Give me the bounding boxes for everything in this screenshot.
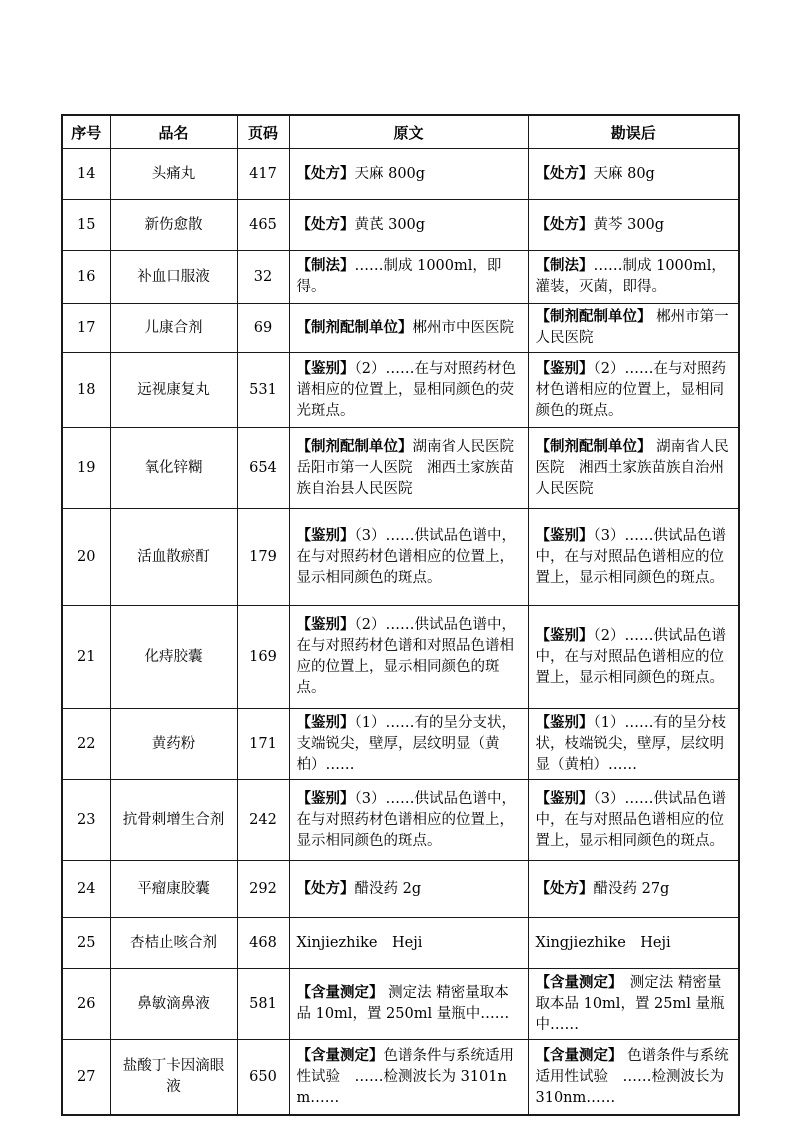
header-row: [62, 115, 739, 149]
section-label: 【鉴别】: [296, 790, 355, 807]
section-label: 【鉴别】: [535, 790, 594, 807]
cell-name: 化痔胶囊: [110, 606, 237, 709]
cell-name: 头痛丸: [110, 149, 237, 200]
section-label: 【处方】: [296, 165, 355, 182]
cell-name: 抗骨刺增生合剂: [110, 780, 237, 861]
cell-corrected: 【制剂配制单位】 郴州市第一人民医院: [528, 304, 739, 353]
cell-original: 【鉴别】（2）……供试品色谱中，在与对照药材色谱和对照品色谱相应的位置上，显示相同颜色的斑点。: [289, 606, 528, 709]
cell-name: 鼻敏滴鼻液: [110, 969, 237, 1040]
table-row: [62, 918, 739, 969]
cell-name: 氧化锌糊: [110, 428, 237, 509]
cell-page: 171: [237, 709, 289, 780]
section-label: 【制剂配制单位】: [535, 309, 652, 325]
cell-name: 活血散瘀酊: [110, 509, 237, 606]
cell-original: 【鉴别】（3）……供试品色谱中，在与对照药材色谱相应的位置上，显示相同颜色的斑点。: [289, 780, 528, 861]
table-row: [62, 304, 739, 353]
section-label: 【含量测定】: [296, 1047, 384, 1064]
section-label: 【处方】: [296, 216, 355, 233]
section-label: 【鉴别】: [296, 617, 355, 633]
col-header-name: 品名: [110, 115, 237, 149]
cell-no: 25: [62, 918, 110, 969]
section-label: 【鉴别】: [296, 527, 355, 544]
cell-corrected: 【制法】……制成 1000ml，灌装，灭菌，即得。: [528, 251, 739, 304]
col-header-original: 原文: [289, 115, 528, 149]
table-row: [62, 709, 739, 780]
cell-corrected: 【鉴别】（2）……在与对照药材色谱相应的位置上，显相同颜色的斑点。: [528, 353, 739, 428]
cell-original: 【处方】醋没药 2g: [289, 861, 528, 918]
section-label: 【含量测定】: [535, 1047, 623, 1064]
table-row: [62, 428, 739, 509]
cell-no: 22: [62, 709, 110, 780]
cell-name: 平瘤康胶囊: [110, 861, 237, 918]
cell-corrected: 【含量测定】 色谱条件与系统适用性试验 ……检测波长为 310nm……: [528, 1040, 739, 1116]
cell-page: 179: [237, 509, 289, 606]
cell-name: 远视康复丸: [110, 353, 237, 428]
section-label: 【鉴别】: [296, 714, 355, 731]
cell-corrected: 【处方】黄芩 300g: [528, 200, 739, 251]
cell-original: 【处方】天麻 800g: [289, 149, 528, 200]
cell-name: 杏桔止咳合剂: [110, 918, 237, 969]
cell-no: 26: [62, 969, 110, 1040]
cell-no: 15: [62, 200, 110, 251]
cell-original: 【含量测定】色谱条件与系统适用性试验 ……检测波长为 3101nm……: [289, 1040, 528, 1116]
cell-corrected: 【鉴别】（2）……供试品色谱中，在与对照品色谱相应的位置上，显示相同颜色的斑点。: [528, 606, 739, 709]
table-row: [62, 251, 739, 304]
cell-original: 【制剂配制单位】湖南省人民医院 岳阳市第一人医院 湘西土家族苗族自治县人民医院: [289, 428, 528, 509]
col-header-no: 序号: [62, 115, 110, 149]
section-label: 【鉴别】: [535, 360, 594, 377]
cell-corrected: 【制剂配制单位】 湖南省人民医院 湘西土家族苗族自治州人民医院: [528, 428, 739, 509]
col-header-corrected: 勘误后: [528, 115, 739, 149]
table-row: [62, 200, 739, 251]
cell-corrected: 【鉴别】（1）……有的呈分枝状，枝端锐尖，壁厚，层纹明显（黄柏）……: [528, 709, 739, 780]
cell-page: 32: [237, 251, 289, 304]
cell-page: 292: [237, 861, 289, 918]
table-row: [62, 606, 739, 709]
section-label: 【鉴别】: [535, 714, 594, 731]
cell-name: 黄药粉: [110, 709, 237, 780]
section-label: 【处方】: [535, 216, 594, 233]
cell-no: 18: [62, 353, 110, 428]
table-row: [62, 861, 739, 918]
cell-corrected: Xingjiezhike Heji: [528, 918, 739, 969]
section-label: 【制剂配制单位】: [296, 438, 413, 455]
cell-original: Xinjiezhike Heji: [289, 918, 528, 969]
cell-no: 14: [62, 149, 110, 200]
table-row: [62, 1040, 739, 1116]
cell-original: 【制剂配制单位】郴州市中医医院: [289, 304, 528, 353]
table-row: [62, 149, 739, 200]
cell-original: 【鉴别】（3）……供试品色谱中，在与对照药材色谱相应的位置上，显示相同颜色的斑点。: [289, 509, 528, 606]
cell-page: 650: [237, 1040, 289, 1116]
cell-original: 【处方】黄芪 300g: [289, 200, 528, 251]
cell-name: 新伤愈散: [110, 200, 237, 251]
cell-page: 654: [237, 428, 289, 509]
section-label: 【制剂配制单位】: [296, 319, 413, 336]
section-label: 【鉴别】: [535, 527, 594, 544]
cell-corrected: 【含量测定】 测定法 精密量取本品 10ml，置 25ml 量瓶中……: [528, 969, 739, 1040]
cell-page: 465: [237, 200, 289, 251]
cell-original: 【鉴别】（2）……在与对照药材色谱相应的位置上，显相同颜色的荧光斑点。: [289, 353, 528, 428]
cell-no: 27: [62, 1040, 110, 1116]
cell-name: 儿康合剂: [110, 304, 237, 353]
cell-original: 【制法】……制成 1000ml，即得。: [289, 251, 528, 304]
cell-page: 169: [237, 606, 289, 709]
table-row: [62, 509, 739, 606]
section-label: 【处方】: [535, 880, 594, 897]
cell-original: 【含量测定】 测定法 精密量取本品 10ml，置 250ml 量瓶中……: [289, 969, 528, 1040]
section-label: 【制法】: [296, 258, 355, 274]
table-header: [62, 115, 739, 149]
table-body: [62, 149, 739, 1116]
cell-no: 21: [62, 606, 110, 709]
cell-page: 69: [237, 304, 289, 353]
cell-name: 盐酸丁卡因滴眼液: [110, 1040, 237, 1116]
cell-page: 468: [237, 918, 289, 969]
cell-corrected: 【鉴别】（3）……供试品色谱中，在与对照品色谱相应的位置上，显示相同颜色的斑点。: [528, 780, 739, 861]
section-label: 【处方】: [296, 880, 355, 897]
cell-page: 242: [237, 780, 289, 861]
section-label: 【制法】: [535, 258, 594, 274]
section-label: 【鉴别】: [296, 360, 355, 377]
cell-corrected: 【鉴别】（3）……供试品色谱中，在与对照品色谱相应的位置上，显示相同颜色的斑点。: [528, 509, 739, 606]
cell-name: 补血口服液: [110, 251, 237, 304]
table-row: [62, 969, 739, 1040]
cell-no: 19: [62, 428, 110, 509]
section-label: 【制剂配制单位】: [535, 438, 652, 455]
section-label: 【鉴别】: [535, 627, 594, 644]
cell-page: 417: [237, 149, 289, 200]
cell-no: 16: [62, 251, 110, 304]
cell-no: 24: [62, 861, 110, 918]
section-label: 【处方】: [535, 165, 594, 182]
table-row: [62, 780, 739, 861]
cell-no: 17: [62, 304, 110, 353]
section-label: 【含量测定】: [296, 985, 384, 1001]
cell-original: 【鉴别】（1）……有的呈分支状，支端锐尖，壁厚，层纹明显（黄柏）……: [289, 709, 528, 780]
cell-corrected: 【处方】醋没药 27g: [528, 861, 739, 918]
cell-no: 23: [62, 780, 110, 861]
section-label: 【含量测定】: [535, 974, 616, 991]
errata-table: [61, 114, 740, 1116]
cell-no: 20: [62, 509, 110, 606]
col-header-page: 页码: [237, 115, 289, 149]
cell-corrected: 【处方】天麻 80g: [528, 149, 739, 200]
cell-page: 581: [237, 969, 289, 1040]
table-row: [62, 353, 739, 428]
cell-page: 531: [237, 353, 289, 428]
